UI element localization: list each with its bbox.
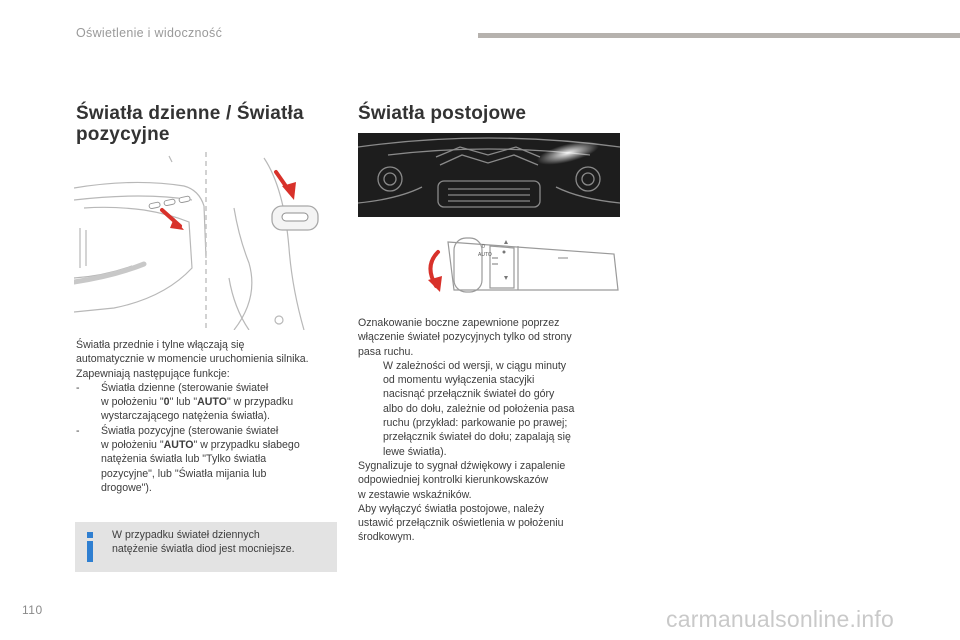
- info-text-line: natężenie światła diod jest mocniejsze.: [112, 543, 295, 556]
- text-line: włączenie świateł pozycyjnych tylko od strony: [358, 331, 572, 344]
- page-number: 110: [22, 603, 43, 617]
- text-line: W zależności od wersji, w ciągu minuty: [383, 359, 567, 372]
- front-corner-lights-illustration: [74, 148, 338, 330]
- instruction-bullet: [358, 359, 628, 459]
- text-line: Sygnalizuje to sygnał dźwiękowy i zapalenie: [358, 459, 566, 472]
- stalk-label-zero: 0: [482, 244, 485, 250]
- rear-light-unit: [272, 206, 318, 230]
- text-line: wystarczającego natężenia światła).: [101, 410, 270, 423]
- text-line: ruchu (przykład: parkowanie po prawej;: [383, 417, 568, 430]
- text-line: w zestawie wskaźników.: [358, 488, 472, 501]
- function-item-position: [76, 424, 346, 495]
- heading-line: pozycyjne: [76, 124, 170, 145]
- text-line: od momentu wyłączenia stacyjki: [383, 374, 535, 387]
- text-line: automatycznie w momencie uruchomienia silnika.: [76, 353, 309, 366]
- car-front-parking-lights-illustration: [358, 133, 620, 217]
- text-line: albo do dołu, zależnie od położenia pasa: [383, 402, 575, 415]
- switch-position-auto: AUTO: [197, 396, 227, 409]
- function-item-daytime: [76, 381, 346, 424]
- switch-position-auto: AUTO: [163, 439, 194, 452]
- header-divider-bar: [478, 33, 960, 38]
- text-line: odpowiedniej kontrolki kierunkowskazów: [358, 474, 549, 487]
- text-line: pozycyjne", lub "Światła mijania lub: [101, 467, 267, 480]
- section-title: Oświetlenie i widoczność: [76, 26, 223, 40]
- watermark: carmanualsonline.info: [666, 606, 894, 632]
- text-line: drogowe").: [101, 481, 152, 494]
- text-line: pasa ruchu.: [358, 345, 414, 358]
- text-line: Światła pozycyjne (sterowanie świateł: [101, 424, 279, 437]
- text-line: Oznakowanie boczne zapewnione poprzez: [358, 317, 560, 329]
- daytime-lights-heading: [76, 103, 304, 145]
- text-line: środkowym.: [358, 531, 415, 544]
- lighting-stalk-illustration: [418, 232, 620, 296]
- list-marker: -: [76, 381, 80, 394]
- heading-line: Światła dzienne / Światła: [76, 103, 304, 124]
- info-note-box: [75, 522, 337, 572]
- text-line: przełącznik świateł do dołu; zapalają się: [383, 431, 571, 444]
- car-front-drawing: [358, 133, 620, 217]
- text-line: Światła dzienne (sterowanie świateł: [101, 381, 269, 394]
- left-body-text: [76, 338, 346, 495]
- text-line: Zapewniają następujące funkcje:: [76, 367, 230, 380]
- info-text-line: W przypadku świateł dziennych: [112, 529, 260, 541]
- switch-position-zero: 0: [163, 396, 170, 409]
- right-body-text: [358, 316, 628, 545]
- car-corner-drawing: [74, 148, 338, 330]
- text-line: ustawić przełącznik oświetlenia w położeniu: [358, 517, 564, 530]
- text-line: w położeniu "AUTO" w przypadku słabego: [101, 439, 300, 452]
- text-line: Aby wyłączyć światła postojowe, należy: [358, 502, 545, 515]
- info-icon: [83, 528, 97, 566]
- text-line: nacisnąć przełącznik świateł do góry: [383, 388, 555, 401]
- text-line: Światła przednie i tylne włączają się: [76, 339, 245, 351]
- stalk-drawing: [418, 232, 620, 296]
- text-line: lewe światła).: [383, 445, 447, 458]
- text-line: natężenia światła lub "Tylko światła: [101, 453, 267, 466]
- parking-lights-heading: Światła postojowe: [358, 103, 527, 124]
- stalk-label-auto: AUTO: [478, 252, 492, 258]
- text-line: w położeniu "0" lub "AUTO" w przypadku: [101, 396, 294, 409]
- list-marker: -: [76, 424, 80, 437]
